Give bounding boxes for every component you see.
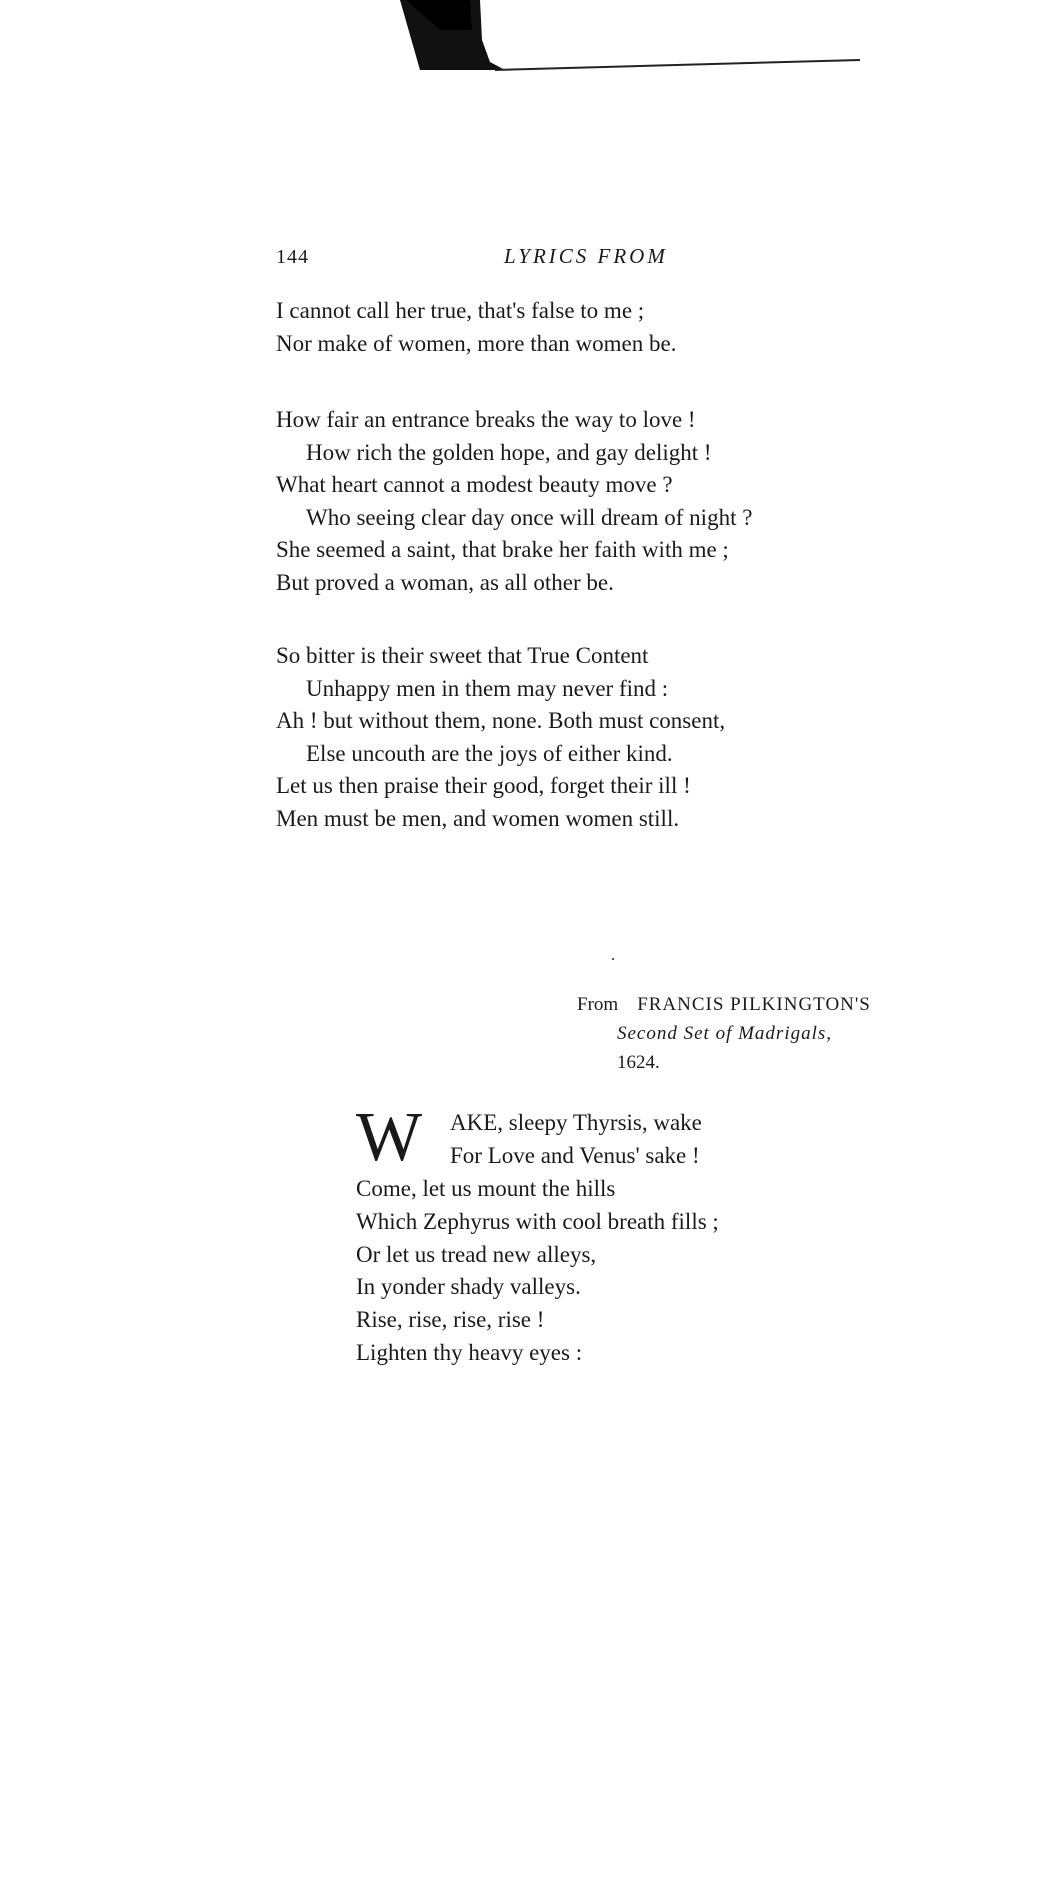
ink-speck <box>612 958 614 960</box>
verse-line: But proved a woman, as all other be. <box>276 569 614 595</box>
attribution-work: Second Set of Madrigals, <box>617 1023 833 1044</box>
page-number: 144 <box>276 246 309 268</box>
drop-cap: W <box>356 1099 423 1176</box>
verse-line: Rise, rise, rise, rise ! <box>356 1307 545 1333</box>
verse-line: How rich the golden hope, and gay delight ! <box>306 439 712 465</box>
verse-line: Or let us tread new alleys, <box>356 1241 597 1267</box>
verse-line: Men must be men, and women women still. <box>276 805 680 831</box>
verse-line: So bitter is their sweet that True Content <box>276 643 649 668</box>
stanza-1 <box>276 295 676 360</box>
verse-line: Who seeing clear day once will dream of night ? <box>306 504 753 530</box>
stanza-2 <box>276 404 752 600</box>
verse-line: Come, let us mount the hills <box>356 1176 616 1201</box>
stanza-3 <box>276 640 725 836</box>
attribution-year: 1624. <box>617 1052 660 1073</box>
verse-line: Else uncouth are the joys of either kind. <box>306 740 673 766</box>
verse-line: She seemed a saint, that brake her faith with me ; <box>276 537 729 563</box>
verse-line: Lighten thy heavy eyes : <box>356 1339 583 1365</box>
attribution-from: From <box>577 994 619 1015</box>
verse-line: Which Zephyrus with cool breath fills ; <box>356 1208 719 1234</box>
attribution-author: FRANCIS PILKINGTON'S <box>637 994 871 1015</box>
verse-line: How fair an entrance breaks the way to love ! <box>276 407 696 432</box>
page-header <box>276 244 996 274</box>
attribution <box>577 990 871 1077</box>
scan-artifact <box>400 0 860 80</box>
verse-line: Unhappy men in them may never find : <box>306 675 669 701</box>
poem-wake-sleepy-thyrsis <box>356 1099 719 1370</box>
verse-line: I cannot call her true, that's false to me ; <box>276 298 645 323</box>
verse-line: What heart cannot a modest beauty move ? <box>276 472 673 498</box>
verse-line: For Love and Venus' sake ! <box>450 1143 700 1168</box>
opening-lines <box>356 1099 719 1176</box>
verse-line: In yonder shady valleys. <box>356 1274 581 1300</box>
verse-line: Nor make of women, more than women be. <box>276 330 677 356</box>
verse-line: AKE, sleepy Thyrsis, wake <box>450 1110 702 1135</box>
verse-line: Let us then praise their good, forget their ill ! <box>276 773 691 799</box>
verse-line: Ah ! but without them, none. Both must consent, <box>276 708 726 734</box>
running-head: LYRICS FROM <box>504 244 668 268</box>
